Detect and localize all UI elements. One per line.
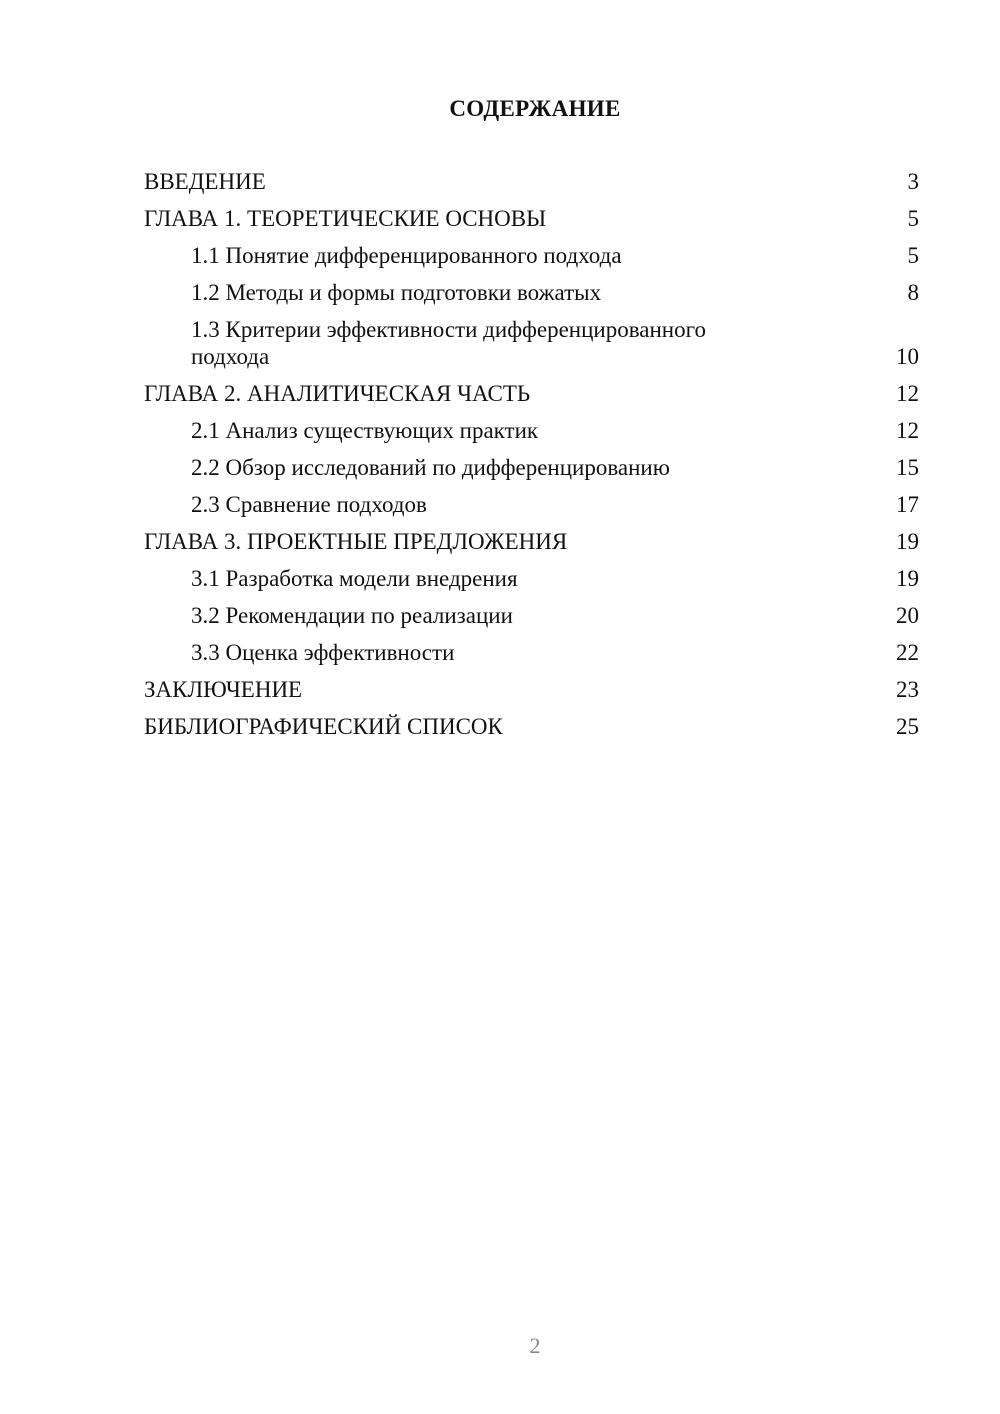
toc-entry-section-2-2[interactable] xyxy=(144,454,919,481)
toc-entry-section-3-2[interactable] xyxy=(144,602,919,629)
toc-entry-text: ГЛАВА 2. АНАЛИТИЧЕСКАЯ ЧАСТЬ xyxy=(144,381,531,406)
toc-entry-page: 17 xyxy=(896,492,919,517)
toc-entry-page: 19 xyxy=(896,529,919,554)
toc-entry-text: 1.2 Методы и формы подготовки вожатых xyxy=(191,280,602,305)
toc-entry-text: ГЛАВА 1. ТЕОРЕТИЧЕСКИЕ ОСНОВЫ xyxy=(144,206,547,231)
toc-entry-page: 25 xyxy=(896,714,919,739)
toc-entry-conclusion[interactable] xyxy=(144,676,919,703)
toc-entry-section-2-3[interactable] xyxy=(144,491,919,518)
toc-entry-text: 2.2 Обзор исследований по дифференцированию xyxy=(191,455,670,480)
toc-entry-section-1-3[interactable] xyxy=(144,316,919,370)
toc-entry-text: БИБЛИОГРАФИЧЕСКИЙ СПИСОК xyxy=(144,714,503,739)
toc-entry-text: 1.1 Понятие дифференцированного подхода xyxy=(191,243,622,268)
toc-entry-page: 8 xyxy=(907,280,919,305)
toc-entry-text: 3.3 Оценка эффективности xyxy=(191,640,455,665)
toc-entry-text: ГЛАВА 3. ПРОЕКТНЫЕ ПРЕДЛОЖЕНИЯ xyxy=(144,529,568,554)
page-title: СОДЕРЖАНИЕ xyxy=(449,96,621,121)
page-number: 2 xyxy=(529,1333,541,1358)
toc-entry-page: 22 xyxy=(896,640,919,665)
toc-entry-text: 1.3 Критерии эффективности дифференцированного подхода xyxy=(191,317,706,369)
toc-entry-section-3-1[interactable] xyxy=(144,565,919,592)
toc-entry-page: 23 xyxy=(896,677,919,702)
toc-entry-bibliography[interactable] xyxy=(144,713,919,740)
toc-entry-page: 5 xyxy=(907,206,919,231)
toc-entry-section-1-1[interactable] xyxy=(144,242,919,269)
toc-entry-section-2-1[interactable] xyxy=(144,417,919,444)
toc-entry-chapter-2[interactable] xyxy=(144,380,919,407)
toc-entry-page: 10 xyxy=(896,344,919,369)
toc-entry-text: 2.3 Сравнение подходов xyxy=(191,492,427,517)
toc-entry-chapter-1[interactable] xyxy=(144,205,919,232)
toc-entry-text: ВВЕДЕНИЕ xyxy=(144,169,266,194)
toc-entry-text: 2.1 Анализ существующих практик xyxy=(191,418,539,443)
toc-entry-text: 3.1 Разработка модели внедрения xyxy=(191,566,518,591)
table-of-contents xyxy=(144,168,919,750)
toc-entry-chapter-3[interactable] xyxy=(144,528,919,555)
toc-entry-text: 3.2 Рекомендации по реализации xyxy=(191,603,513,628)
toc-entry-page: 5 xyxy=(907,243,919,268)
toc-entry-text: ЗАКЛЮЧЕНИЕ xyxy=(144,677,303,702)
toc-entry-page: 12 xyxy=(896,418,919,443)
toc-entry-page: 15 xyxy=(896,455,919,480)
toc-entry-page: 20 xyxy=(896,603,919,628)
toc-entry-section-3-3[interactable] xyxy=(144,639,919,666)
toc-entry-introduction[interactable] xyxy=(144,168,919,195)
toc-entry-page: 3 xyxy=(907,169,919,194)
toc-entry-page: 19 xyxy=(896,566,919,591)
toc-entry-page: 12 xyxy=(896,381,919,406)
toc-entry-section-1-2[interactable] xyxy=(144,279,919,306)
